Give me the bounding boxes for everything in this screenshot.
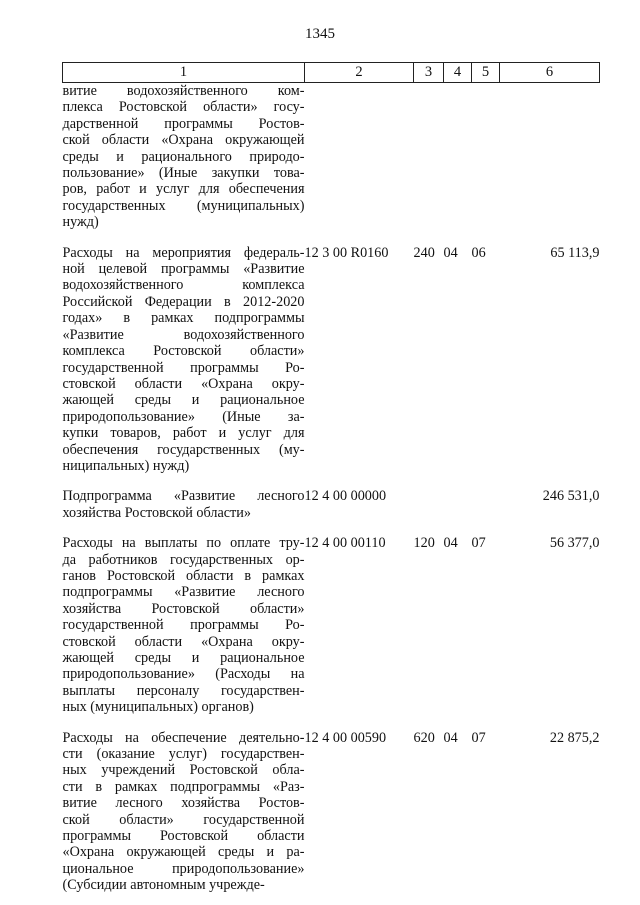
description-line: хозяйства Ростовской области»: [62, 600, 305, 617]
target-article-code: 12 3 00 R0160: [304, 244, 389, 261]
description-line: плекса Ростовской области» госу-: [62, 99, 305, 116]
description-line: сти в рамках подпрограммы «Раз-: [62, 778, 305, 795]
spacer-cell: [472, 231, 500, 245]
spacer-cell: [472, 474, 500, 488]
description-line: ных (муниципальных) органов): [62, 699, 254, 716]
spacer-cell: [414, 521, 444, 535]
row-spacer: [63, 474, 600, 488]
column-header-3: 3: [414, 63, 444, 83]
target-article-code: 12 4 00 00110: [304, 535, 386, 552]
description-line: стовской области «Охрана окру-: [62, 375, 305, 392]
description-line: ной целевой программы «Развитие: [62, 261, 305, 278]
spacer-cell: [305, 231, 414, 245]
description-line: годах» в рамках подпрограммы: [62, 310, 305, 327]
table-row: [63, 535, 600, 715]
target-article-code: 12 4 00 00000: [304, 488, 387, 505]
section-code: 04: [443, 244, 458, 261]
description-line: ров, работ и услуг для обеспечения: [62, 181, 305, 198]
spacer-cell: [444, 231, 472, 245]
spacer-cell: [63, 521, 305, 535]
table-row: [63, 83, 600, 231]
spacer-cell: [472, 521, 500, 535]
description-line: водохозяйственного комплекса: [62, 277, 305, 294]
description-line: (Субсидии автономным учрежде-: [62, 877, 265, 894]
row-description: [63, 535, 305, 715]
description-line: выплаты персоналу государствен-: [62, 682, 305, 699]
column-header-6: 6: [500, 63, 600, 83]
description-line: Расходы на мероприятия федераль-: [62, 244, 305, 261]
description-line: нужд): [62, 214, 99, 231]
column-header-1: 1: [63, 63, 305, 83]
description-line: дарственной программы Ростов-: [62, 115, 305, 132]
row-spacer: [63, 716, 600, 730]
column-header-5: 5: [472, 63, 500, 83]
section-code: 04: [443, 535, 458, 552]
table-row: [63, 245, 600, 475]
expense-type-code: 620: [413, 729, 435, 746]
spacer-cell: [500, 474, 600, 488]
spacer-cell: [414, 716, 444, 730]
description-line: комплекса Ростовской области»: [62, 343, 305, 360]
description-line: Расходы на выплаты по оплате тру-: [62, 535, 305, 552]
page-number: 1345: [305, 26, 335, 42]
description-line: государственной программы Ро-: [62, 359, 305, 376]
table-row: [63, 730, 600, 894]
spacer-cell: [500, 716, 600, 730]
subsection-code: [472, 83, 500, 231]
subsection-code: 07: [471, 729, 486, 746]
amount: 246 531,0: [542, 488, 600, 505]
description-line: государственной программы Ро-: [62, 617, 305, 634]
description-line: купки товаров, работ и услуг для: [62, 425, 305, 442]
description-line: «Охрана окружающей среды и ра-: [62, 844, 305, 861]
spacer-cell: [63, 716, 305, 730]
amount: 56 377,0: [549, 535, 600, 552]
row-description: [63, 245, 305, 475]
description-line: жающей среды и рациональное: [62, 392, 305, 409]
description-line: обеспечения государственных (му-: [62, 441, 305, 458]
description-line: пользование» (Иные закупки това-: [62, 165, 305, 182]
description-line: природопользование» (Расходы на: [62, 666, 305, 683]
description-line: среды и рационального природо-: [62, 148, 305, 165]
expense-type-code: [414, 488, 444, 521]
spacer-cell: [63, 474, 305, 488]
spacer-cell: [305, 716, 414, 730]
table-row: [63, 488, 600, 521]
spacer-cell: [444, 474, 472, 488]
description-line: Расходы на обеспечение деятельно-: [62, 729, 305, 746]
description-line: ных учреждений Ростовской обла-: [62, 762, 305, 779]
description-line: сти (оказание услуг) государствен-: [62, 746, 305, 763]
description-line: ниципальных) нужд): [62, 457, 190, 474]
row-description: [63, 488, 305, 521]
expense-type-code: 120: [413, 535, 435, 552]
description-line: «Развитие водохозяйственного: [62, 326, 305, 343]
description-line: жающей среды и рациональное: [62, 650, 305, 666]
description-line: стовской области «Охрана окру-: [62, 633, 305, 650]
description-line: хозяйства Ростовской области»: [62, 504, 251, 521]
description-line: природопользование» (Иные за-: [62, 408, 305, 425]
amount: [500, 83, 600, 231]
expense-type-code: 240: [413, 244, 435, 261]
description-line: программы Ростовской области: [62, 828, 305, 845]
spacer-cell: [472, 716, 500, 730]
section-code: 04: [443, 729, 458, 746]
description-line: да работников государственных ор-: [62, 551, 305, 568]
row-spacer: [63, 231, 600, 245]
target-article-code: [305, 83, 414, 231]
spacer-cell: [63, 231, 305, 245]
subsection-code: [472, 488, 500, 521]
table-body: [63, 83, 600, 894]
table-header-row: [63, 63, 600, 83]
description-line: Подпрограмма «Развитие лесного: [62, 488, 305, 505]
target-article-code: 12 4 00 00590: [304, 729, 387, 746]
budget-table: [62, 62, 600, 894]
spacer-cell: [305, 474, 414, 488]
row-spacer: [63, 521, 600, 535]
description-line: Российской Федерации в 2012-2020: [62, 293, 305, 310]
amount: 22 875,2: [549, 729, 600, 746]
section-code: [444, 488, 472, 521]
description-line: ганов Ростовской области в рамках: [62, 567, 305, 584]
section-code: [444, 83, 472, 231]
description-line: государственных (муниципальных): [62, 197, 305, 214]
row-description: [63, 83, 305, 231]
spacer-cell: [500, 521, 600, 535]
amount: 65 113,9: [550, 244, 600, 261]
description-line: подпрограммы «Развитие лесного: [62, 584, 305, 601]
description-line: витие лесного хозяйства Ростов-: [62, 795, 305, 812]
description-line: ской области» государственной: [62, 811, 305, 828]
description-line: витие водохозяйственного ком-: [62, 83, 305, 99]
subsection-code: 06: [471, 244, 486, 261]
column-header-4: 4: [444, 63, 472, 83]
column-header-2: 2: [305, 63, 414, 83]
spacer-cell: [444, 521, 472, 535]
spacer-cell: [305, 521, 414, 535]
spacer-cell: [444, 716, 472, 730]
spacer-cell: [500, 231, 600, 245]
row-description: [63, 730, 305, 894]
spacer-cell: [414, 474, 444, 488]
expense-type-code: [414, 83, 444, 231]
spacer-cell: [414, 231, 444, 245]
description-line: циональное природопользование»: [62, 860, 305, 877]
description-line: ской области «Охрана окружающей: [62, 132, 305, 149]
subsection-code: 07: [471, 535, 486, 552]
